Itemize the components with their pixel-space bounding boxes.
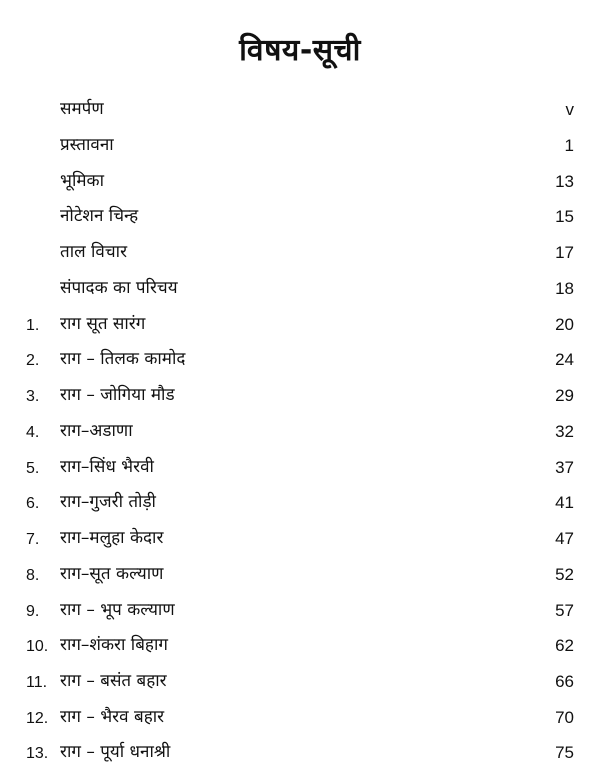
- entry-number: 7.: [26, 531, 40, 548]
- toc-entry: [0, 378, 600, 414]
- entry-page-number: 24: [555, 350, 574, 369]
- entry-label: राग – बसंत बहार: [60, 671, 167, 691]
- entry-number: 12.: [26, 710, 49, 727]
- entry-label: भूमिका: [60, 171, 104, 191]
- toc-entry: [0, 414, 600, 450]
- entry-page-number: 17: [555, 243, 574, 262]
- entry-number: 13.: [26, 745, 49, 762]
- entry-label: संपादक का परिचय: [60, 278, 178, 298]
- toc-entry: [0, 664, 600, 700]
- entry-label: ताल विचार: [60, 242, 128, 262]
- entry-page-number: 18: [555, 279, 574, 298]
- entry-page-number: 37: [555, 458, 574, 477]
- entry-label: राग–गुजरी तोड़ी: [60, 492, 156, 512]
- entry-number: 4.: [26, 424, 40, 441]
- toc-entry: [0, 521, 600, 557]
- toc-entry: [0, 342, 600, 378]
- entry-page-number: 29: [555, 386, 574, 405]
- entry-page-number: 66: [555, 672, 574, 691]
- entry-number: 1.: [26, 317, 40, 334]
- entry-page-number: 70: [555, 708, 574, 727]
- entry-page-number: 20: [555, 315, 574, 334]
- entry-label: राग – पूर्या धनाश्री: [60, 742, 171, 762]
- entry-number: 10.: [26, 638, 49, 655]
- toc-entry: [0, 450, 600, 486]
- entry-label: राग–मलुहा केदार: [60, 528, 164, 548]
- entry-page-number: 1: [564, 136, 574, 155]
- entry-page-number: 32: [555, 422, 574, 441]
- toc-entry: [0, 485, 600, 521]
- page-title: विषय-सूची: [239, 33, 361, 68]
- entry-number: 8.: [26, 567, 40, 584]
- entry-label: राग–शंकरा बिहाग: [60, 635, 168, 655]
- entry-number: 11.: [26, 674, 48, 691]
- entry-number: 5.: [26, 460, 40, 477]
- entry-label: राग–सूत कल्याण: [60, 564, 164, 584]
- entry-page-number: 57: [555, 601, 574, 620]
- entry-number: 3.: [26, 388, 40, 405]
- entry-label: राग – भूप कल्याण: [60, 600, 175, 620]
- entry-page-number: 15: [555, 207, 574, 226]
- entry-number: 9.: [26, 603, 40, 620]
- entry-number: 2.: [26, 352, 40, 369]
- toc-entry: [0, 128, 600, 164]
- toc-entry: [0, 593, 600, 629]
- entry-label: राग–अडाणा: [60, 421, 133, 441]
- entry-label: प्रस्तावना: [60, 135, 114, 155]
- toc-entry: [0, 92, 600, 128]
- toc-entry: [0, 628, 600, 664]
- entry-page-number: 47: [555, 529, 574, 548]
- entry-page-number: v: [565, 100, 574, 119]
- toc-entry: [0, 700, 600, 736]
- toc-entry: [0, 235, 600, 271]
- entry-label: राग–सिंध भैरवी: [60, 457, 154, 477]
- entry-page-number: 62: [555, 636, 574, 655]
- entry-label: समर्पण: [60, 99, 104, 119]
- entry-page-number: 52: [555, 565, 574, 584]
- entry-label: राग – भैरव बहार: [60, 707, 165, 727]
- entry-page-number: 75: [555, 743, 574, 762]
- entry-number: 6.: [26, 495, 40, 512]
- entry-page-number: 13: [555, 172, 574, 191]
- toc-entry: [0, 735, 600, 771]
- toc-entry: [0, 271, 600, 307]
- entry-label: राग – जोगिया मौड: [60, 385, 175, 405]
- entry-label: राग – तिलक कामोद: [60, 349, 186, 369]
- entry-label: राग सूत सारंग: [60, 314, 146, 334]
- toc-entry: [0, 307, 600, 343]
- toc-entry: [0, 557, 600, 593]
- toc-entry: [0, 164, 600, 200]
- entry-page-number: 41: [555, 493, 574, 512]
- entry-label: नोटेशन चिन्ह: [60, 206, 139, 226]
- toc-entry: [0, 199, 600, 235]
